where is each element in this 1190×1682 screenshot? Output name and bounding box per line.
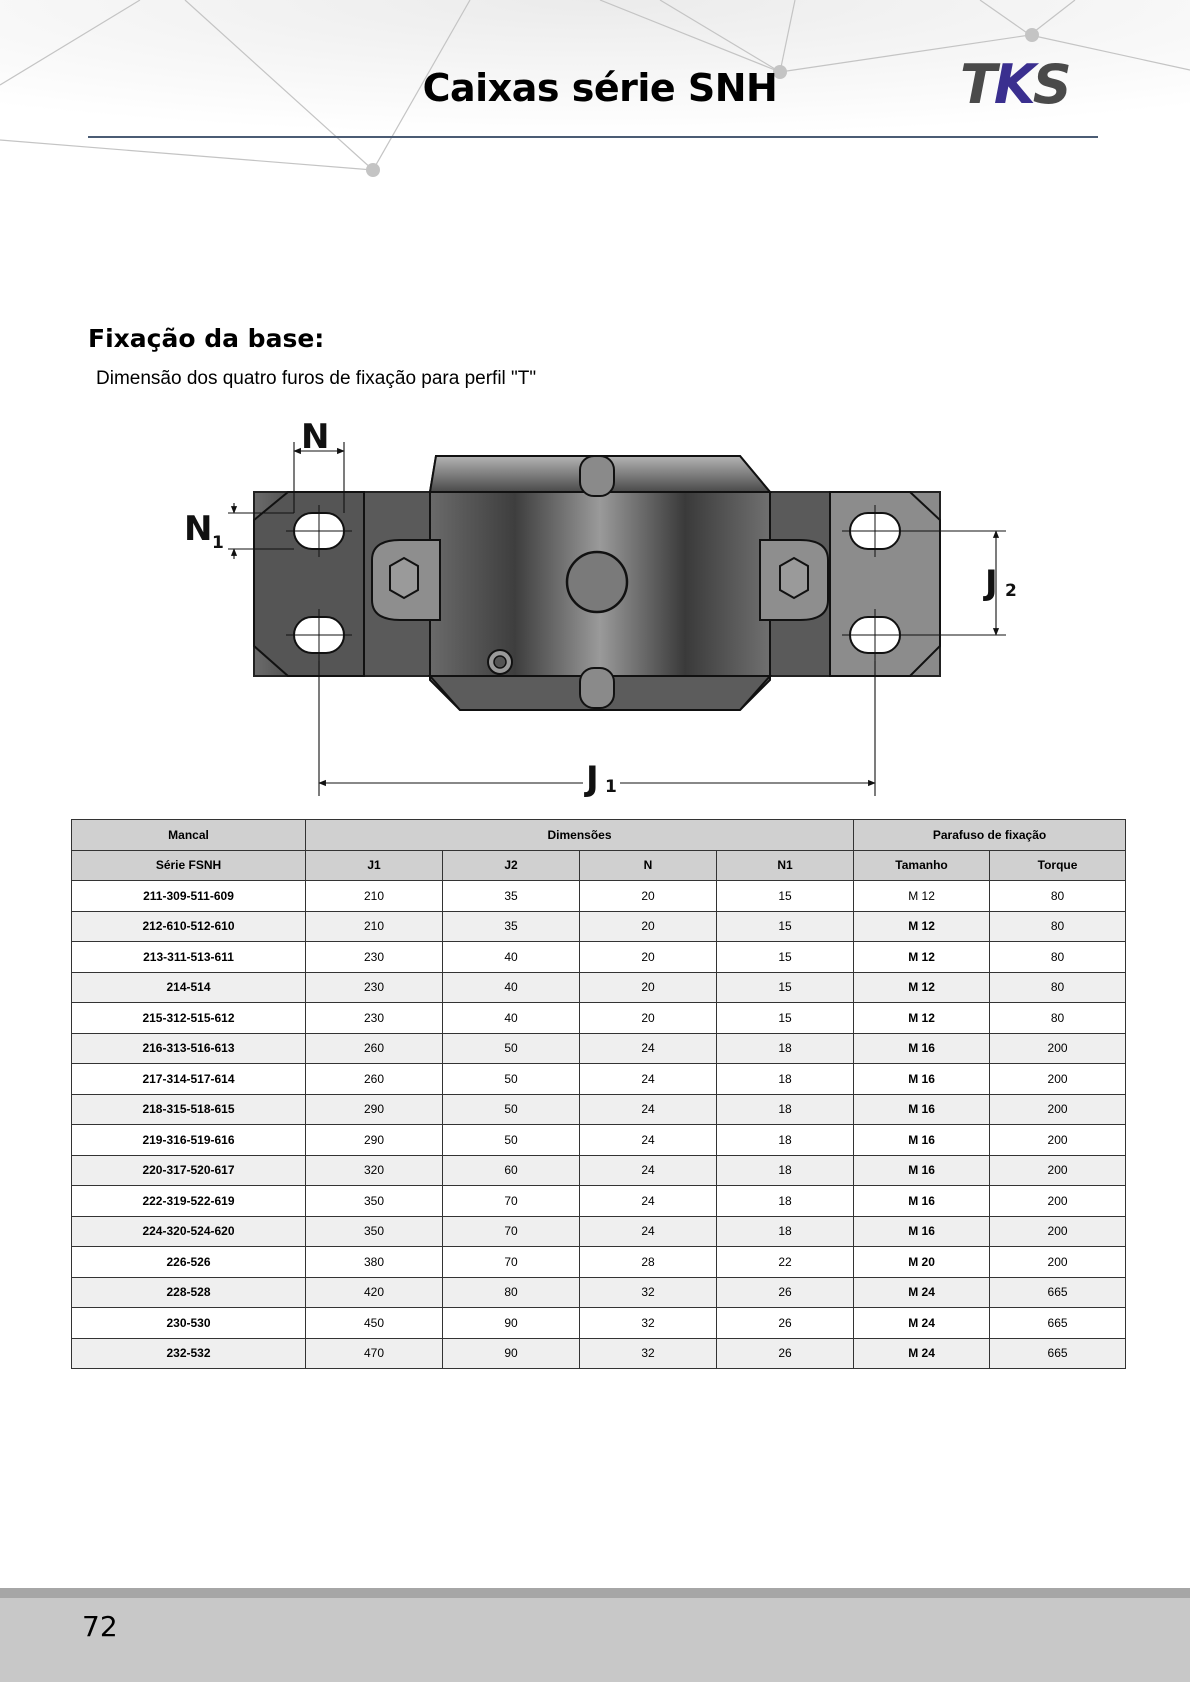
table-cell: 50 xyxy=(443,1064,580,1095)
table-row xyxy=(72,1155,1126,1186)
table-cell: M 24 xyxy=(854,1338,990,1369)
table-cell: 218-315-518-615 xyxy=(72,1094,306,1125)
table-row xyxy=(72,1247,1126,1278)
table-body xyxy=(72,881,1126,1369)
table-cell: 24 xyxy=(580,1064,717,1095)
table-cell: 32 xyxy=(580,1338,717,1369)
table-cell: 18 xyxy=(717,1064,854,1095)
footer-band xyxy=(0,1598,1190,1682)
table-cell: 226-526 xyxy=(72,1247,306,1278)
table-cell: 213-311-513-611 xyxy=(72,942,306,973)
page-title: Caixas série SNH xyxy=(422,66,778,110)
table-cell: 70 xyxy=(443,1216,580,1247)
table-cell: 200 xyxy=(990,1155,1126,1186)
table-cell: 216-313-516-613 xyxy=(72,1033,306,1064)
dimension-label-j2-sub: 2 xyxy=(1005,581,1017,601)
table-row xyxy=(72,972,1126,1003)
section-subtitle: Dimensão dos quatro furos de fixação para perfil "T" xyxy=(96,368,537,389)
header-divider xyxy=(88,136,1098,138)
dimension-label-j2: J xyxy=(985,563,998,603)
table-cell: M 16 xyxy=(854,1094,990,1125)
table-cell: 420 xyxy=(306,1277,443,1308)
table-row xyxy=(72,942,1126,973)
table-cell: 200 xyxy=(990,1125,1126,1156)
table-cell: M 12 xyxy=(854,972,990,1003)
table-cell: 15 xyxy=(717,972,854,1003)
table-cell: 18 xyxy=(717,1186,854,1217)
table-cell: 232-532 xyxy=(72,1338,306,1369)
column-header: J1 xyxy=(306,850,443,881)
table-cell: 90 xyxy=(443,1308,580,1339)
table-row xyxy=(72,1125,1126,1156)
table-cell: 200 xyxy=(990,1064,1126,1095)
table-cell: M 16 xyxy=(854,1155,990,1186)
dimension-label-j1-sub: 1 xyxy=(605,777,617,797)
table-cell: M 24 xyxy=(854,1308,990,1339)
table-cell: 24 xyxy=(580,1033,717,1064)
table-cell: 26 xyxy=(717,1277,854,1308)
table-cell: 32 xyxy=(580,1308,717,1339)
housing-drawing xyxy=(170,410,1030,800)
dimension-label-j1: J xyxy=(586,759,599,799)
table-cell: 228-528 xyxy=(72,1277,306,1308)
table-cell: 211-309-511-609 xyxy=(72,881,306,912)
group-header-parafuso: Parafuso de fixação xyxy=(854,820,1126,851)
table-cell: 220-317-520-617 xyxy=(72,1155,306,1186)
table-cell: 15 xyxy=(717,881,854,912)
dimension-label-n: N xyxy=(301,417,330,457)
table-cell: 15 xyxy=(717,942,854,973)
table-cell: 290 xyxy=(306,1125,443,1156)
table-cell: 24 xyxy=(580,1155,717,1186)
table-row xyxy=(72,1216,1126,1247)
table-cell: 28 xyxy=(580,1247,717,1278)
table-cell: 70 xyxy=(443,1186,580,1217)
table-cell: M 24 xyxy=(854,1277,990,1308)
table-cell: 470 xyxy=(306,1338,443,1369)
table-row xyxy=(72,1308,1126,1339)
table-cell: 222-319-522-619 xyxy=(72,1186,306,1217)
table-cell: 18 xyxy=(717,1155,854,1186)
table-cell: 200 xyxy=(990,1186,1126,1217)
table-row xyxy=(72,1186,1126,1217)
table-cell: 260 xyxy=(306,1033,443,1064)
table-cell: 230-530 xyxy=(72,1308,306,1339)
table-cell: 50 xyxy=(443,1094,580,1125)
table-cell: 40 xyxy=(443,942,580,973)
table-cell: 350 xyxy=(306,1216,443,1247)
table-cell: 32 xyxy=(580,1277,717,1308)
footer-band-accent xyxy=(0,1588,1190,1598)
table-cell: M 12 xyxy=(854,1003,990,1034)
table-cell: 350 xyxy=(306,1186,443,1217)
table-cell: 24 xyxy=(580,1216,717,1247)
table-group-header-row xyxy=(72,820,1126,851)
page-number: 72 xyxy=(82,1610,118,1643)
table-cell: 35 xyxy=(443,881,580,912)
table-row xyxy=(72,911,1126,942)
table-cell: 665 xyxy=(990,1277,1126,1308)
table-row xyxy=(72,1094,1126,1125)
table-cell: 200 xyxy=(990,1094,1126,1125)
table-cell: M 12 xyxy=(854,911,990,942)
section-heading: Fixação da base: xyxy=(88,324,325,353)
table-row xyxy=(72,1277,1126,1308)
table-cell: 80 xyxy=(443,1277,580,1308)
table-cell: 18 xyxy=(717,1125,854,1156)
table-cell: 200 xyxy=(990,1216,1126,1247)
group-header-mancal: Mancal xyxy=(72,820,306,851)
brand-logo: TKS xyxy=(960,53,1069,116)
table-cell: 26 xyxy=(717,1338,854,1369)
table-cell: 24 xyxy=(580,1125,717,1156)
table-cell: 210 xyxy=(306,911,443,942)
table-cell: M 20 xyxy=(854,1247,990,1278)
dimension-label-n1: N xyxy=(184,509,213,549)
table-cell: 50 xyxy=(443,1033,580,1064)
table-cell: 219-316-519-616 xyxy=(72,1125,306,1156)
table-cell: M 16 xyxy=(854,1064,990,1095)
table-cell: 217-314-517-614 xyxy=(72,1064,306,1095)
table-cell: 24 xyxy=(580,1094,717,1125)
table-cell: 50 xyxy=(443,1125,580,1156)
table-cell: 15 xyxy=(717,1003,854,1034)
table-cell: 224-320-524-620 xyxy=(72,1216,306,1247)
table-cell: 22 xyxy=(717,1247,854,1278)
table-cell: 210 xyxy=(306,881,443,912)
column-header: Tamanho xyxy=(854,850,990,881)
table-cell: 20 xyxy=(580,911,717,942)
table-cell: 214-514 xyxy=(72,972,306,1003)
table-cell: M 16 xyxy=(854,1216,990,1247)
table-cell: 18 xyxy=(717,1033,854,1064)
dimensions-table xyxy=(71,819,1126,1369)
column-header: Série FSNH xyxy=(72,850,306,881)
table-row xyxy=(72,1338,1126,1369)
table-cell: 20 xyxy=(580,972,717,1003)
table-cell: 26 xyxy=(717,1308,854,1339)
table-cell: 200 xyxy=(990,1033,1126,1064)
table-row xyxy=(72,1003,1126,1034)
shaft-bore xyxy=(567,552,627,612)
table-cell: M 16 xyxy=(854,1033,990,1064)
table-cell: 20 xyxy=(580,1003,717,1034)
table-cell: M 12 xyxy=(854,942,990,973)
table-cell: M 12 xyxy=(854,881,990,912)
table-cell: 18 xyxy=(717,1216,854,1247)
table-cell: 80 xyxy=(990,972,1126,1003)
column-header: N xyxy=(580,850,717,881)
dimension-label-n1-sub: 1 xyxy=(212,533,224,553)
column-header: Torque xyxy=(990,850,1126,881)
table-row xyxy=(72,1064,1126,1095)
table-cell: 20 xyxy=(580,881,717,912)
table-cell: 60 xyxy=(443,1155,580,1186)
table-cell: 212-610-512-610 xyxy=(72,911,306,942)
table-cell: 35 xyxy=(443,911,580,942)
table-cell: 230 xyxy=(306,1003,443,1034)
table-cell: 24 xyxy=(580,1186,717,1217)
column-header: J2 xyxy=(443,850,580,881)
table-row xyxy=(72,881,1126,912)
table-cell: 15 xyxy=(717,911,854,942)
table-cell: 70 xyxy=(443,1247,580,1278)
table-cell: M 16 xyxy=(854,1186,990,1217)
table-cell: M 16 xyxy=(854,1125,990,1156)
table-cell: 20 xyxy=(580,942,717,973)
table-column-header-row xyxy=(72,850,1126,881)
table-cell: 80 xyxy=(990,881,1126,912)
table-cell: 260 xyxy=(306,1064,443,1095)
table-cell: 80 xyxy=(990,911,1126,942)
table-cell: 215-312-515-612 xyxy=(72,1003,306,1034)
table-cell: 230 xyxy=(306,972,443,1003)
table-cell: 40 xyxy=(443,1003,580,1034)
table-cell: 200 xyxy=(990,1247,1126,1278)
table-cell: 40 xyxy=(443,972,580,1003)
group-header-dimensoes: Dimensões xyxy=(306,820,854,851)
table-cell: 665 xyxy=(990,1338,1126,1369)
table-cell: 80 xyxy=(990,1003,1126,1034)
table-cell: 450 xyxy=(306,1308,443,1339)
table-cell: 230 xyxy=(306,942,443,973)
table-row xyxy=(72,1033,1126,1064)
table-cell: 80 xyxy=(990,942,1126,973)
table-cell: 320 xyxy=(306,1155,443,1186)
table-cell: 90 xyxy=(443,1338,580,1369)
table-cell: 18 xyxy=(717,1094,854,1125)
column-header: N1 xyxy=(717,850,854,881)
table-cell: 290 xyxy=(306,1094,443,1125)
table-cell: 380 xyxy=(306,1247,443,1278)
table-cell: 665 xyxy=(990,1308,1126,1339)
